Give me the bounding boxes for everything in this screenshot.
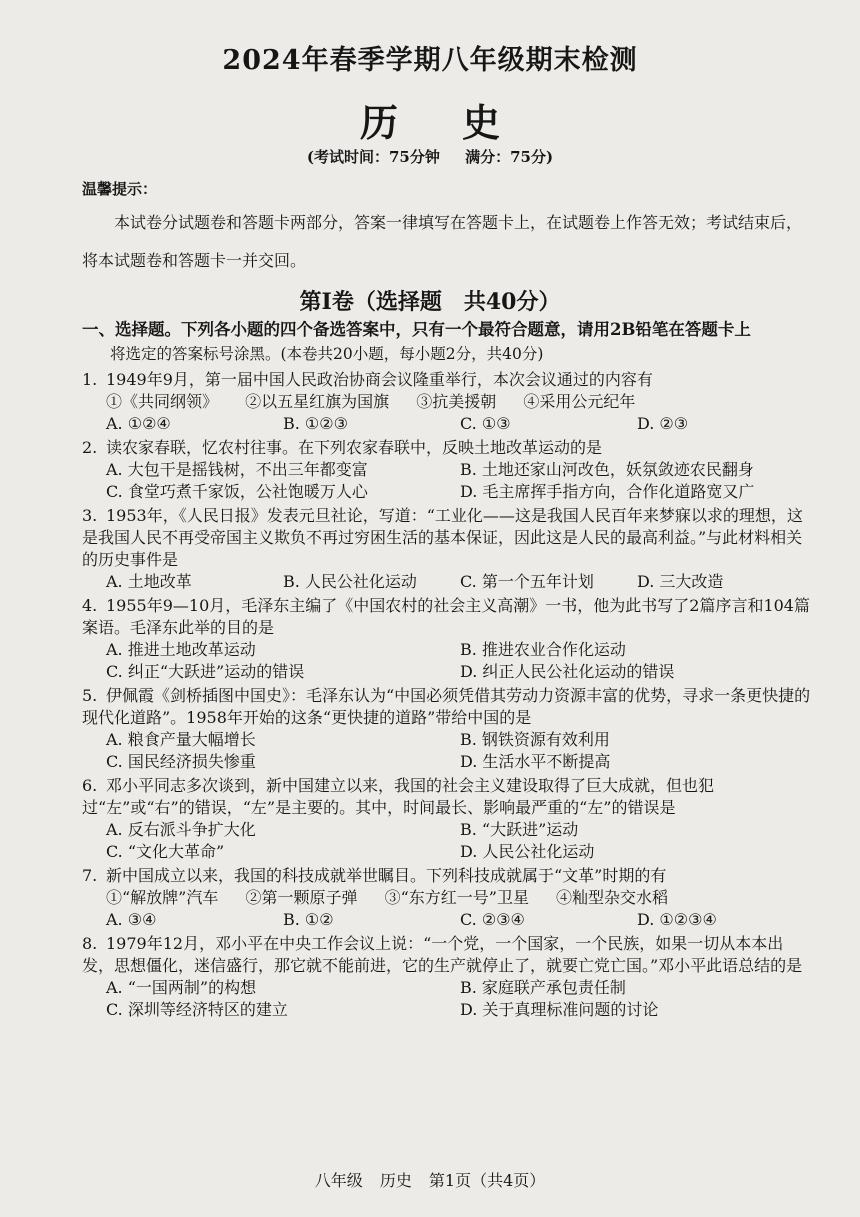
footer-page-number: 第1页（共4页） <box>428 1171 546 1190</box>
option-a: A. 粮食产量大幅增长 <box>106 730 256 749</box>
question-number: 4. <box>82 596 98 615</box>
question-stem: 伊佩霞《剑桥插图中国史》：毛泽东认为“中国必须凭借其劳动力资源丰富的优势，寻求一条更快捷的现代化道路”。1958年开始的这条“更快捷的道路”带给中国的是 <box>82 686 811 727</box>
footer-grade: 八年级 <box>314 1171 363 1190</box>
question-number: 7. <box>82 866 98 885</box>
question-1 <box>82 369 814 435</box>
question-list <box>82 369 814 1023</box>
option-c: C. “文化大革命” <box>106 842 225 861</box>
item: ②以五星红旗为国旗 <box>245 392 390 411</box>
option-c: C. 国民经济损失惨重 <box>106 752 256 771</box>
option-a: A. 大包干是摇钱树，不出三年都变富 <box>106 460 368 479</box>
option-d: D. ②③ <box>637 414 689 433</box>
item: ③“东方红一号”卫星 <box>384 888 529 907</box>
question-stem: 邓小平同志多次谈到，新中国建立以来，我国的社会主义建设取得了巨大成就，但也犯过“左”或“右”的错误，“左”是主要的。其中，时间最长、影响最严重的“左”的错误是 <box>82 776 715 817</box>
option-c: C. 深圳等经济特区的建立 <box>106 1000 288 1019</box>
section-instructions <box>82 318 812 366</box>
section-heading: 一、选择题。下列各小题的四个备选答案中，只有一个最符合题意，请用2B铅笔在答题卡上 <box>82 320 751 339</box>
option-b: B. “大跃进”运动 <box>460 820 579 839</box>
question-5 <box>82 685 814 773</box>
question-stem: 1949年9月，第一届中国人民政治协商会议隆重举行，本次会议通过的内容有 <box>106 370 653 389</box>
question-items <box>82 887 814 909</box>
tips-heading: 温馨提示： <box>82 180 158 198</box>
exam-meta <box>0 146 860 167</box>
item: ②第一颗原子弹 <box>245 888 358 907</box>
option-d: D. 纠正人民公社化运动的错误 <box>460 662 675 681</box>
option-b: B. 家庭联产承包责任制 <box>460 978 626 997</box>
option-a: A. ①②④ <box>106 414 171 433</box>
question-stem: 1979年12月，邓小平在中央工作会议上说：“一个党，一个国家，一个民族，如果一切从本本出发，思想僵化，迷信盛行，那它就不能前进，它的生产就停止了，就要亡党亡国。”邓小平此语总结的是 <box>82 934 803 975</box>
section-subtext: 将选定的答案标号涂黑。(本卷共20小题，每小题2分，共40分) <box>110 345 544 363</box>
question-stem: 1953年，《人民日报》发表元旦社论，写道：“工业化——这是我国人民百年来梦寐以求的理想，这是我国人民不再受帝国主义欺负不再过穷困生活的基本保证，因此这是人民的最高利益。”与此材料相关的历史事件是 <box>82 506 803 569</box>
item: ①《共同纲领》 <box>106 392 219 411</box>
exam-time: (考试时间：75分钟 <box>306 148 440 166</box>
question-8 <box>82 933 814 1021</box>
item: ①“解放牌”汽车 <box>106 888 219 907</box>
question-6 <box>82 775 814 863</box>
option-c: C. ①③ <box>460 414 511 433</box>
answer-options <box>82 819 814 863</box>
item: ④籼型杂交水稻 <box>556 888 669 907</box>
option-b: B. 人民公社化运动 <box>283 572 417 591</box>
question-4 <box>82 595 814 683</box>
question-number: 2. <box>82 438 98 457</box>
subject-title: 历史 <box>359 100 564 145</box>
answer-options <box>82 459 814 503</box>
answer-options <box>82 977 814 1021</box>
question-number: 3. <box>82 506 98 525</box>
question-stem: 1955年9—10月，毛泽东主编了《中国农村的社会主义高潮》一书，他为此书写了2篇序言和104篇案语。毛泽东此举的目的是 <box>82 596 810 637</box>
answer-options <box>82 639 814 683</box>
volume-title: 第Ⅰ卷（选择题 共40分） <box>299 289 561 315</box>
question-stem: 新中国成立以来，我国的科技成就举世瞩目。下列科技成就属于“文革”时期的有 <box>106 866 667 885</box>
option-d: D. 生活水平不断提高 <box>460 752 611 771</box>
question-stem: 读农家春联，忆农村往事。在下列农家春联中，反映土地改革运动的是 <box>106 438 603 457</box>
question-number: 8. <box>82 934 98 953</box>
option-b: B. ①② <box>283 910 334 929</box>
option-c: C. 纠正“大跃进”运动的错误 <box>106 662 305 681</box>
option-d: D. 三大改造 <box>637 572 724 591</box>
question-7 <box>82 865 814 931</box>
question-number: 6. <box>82 776 98 795</box>
option-d: D. 人民公社化运动 <box>460 842 595 861</box>
answer-options <box>82 729 814 773</box>
option-c: C. ②③④ <box>460 910 525 929</box>
option-a: A. 推进土地改革运动 <box>106 640 256 659</box>
answer-options <box>82 413 814 435</box>
option-a: A. ③④ <box>106 910 157 929</box>
option-b: B. 土地还家山河改色，妖氛敛迹农民翻身 <box>460 460 754 479</box>
exam-title: 2024年春季学期八年级期末检测 <box>222 45 638 76</box>
option-b: B. 推进农业合作化运动 <box>460 640 626 659</box>
question-number: 1. <box>82 370 98 389</box>
question-number: 5. <box>82 686 98 705</box>
answer-options <box>82 571 814 593</box>
option-a: A. 土地改革 <box>106 572 192 591</box>
page-footer <box>0 1168 860 1191</box>
option-d: D. 毛主席挥手指方向，合作化道路宽又广 <box>460 482 755 501</box>
answer-options <box>82 909 814 931</box>
footer-subject: 历史 <box>379 1171 412 1190</box>
option-a: A. 反右派斗争扩大化 <box>106 820 256 839</box>
question-2 <box>82 437 814 503</box>
item: ④采用公元纪年 <box>523 392 636 411</box>
option-c: C. 第一个五年计划 <box>460 572 594 591</box>
option-a: A. “一国两制”的构想 <box>106 978 257 997</box>
question-3 <box>82 505 814 593</box>
option-d: D. ①②③④ <box>637 910 717 929</box>
full-score: 满分：75分) <box>465 148 554 166</box>
option-c: C. 食堂巧煮千家饭，公社饱暖万人心 <box>106 482 368 501</box>
option-b: B. ①②③ <box>283 414 348 433</box>
tips-text: 本试卷分试题卷和答题卡两部分，答案一律填写在答题卡上，在试题卷上作答无效；考试结束后，将本试题卷和答题卡一并交回。 <box>82 213 803 270</box>
question-items <box>82 391 814 413</box>
item: ③抗美援朝 <box>416 392 497 411</box>
option-b: B. 钢铁资源有效利用 <box>460 730 610 749</box>
option-d: D. 关于真理标准问题的讨论 <box>460 1000 659 1019</box>
